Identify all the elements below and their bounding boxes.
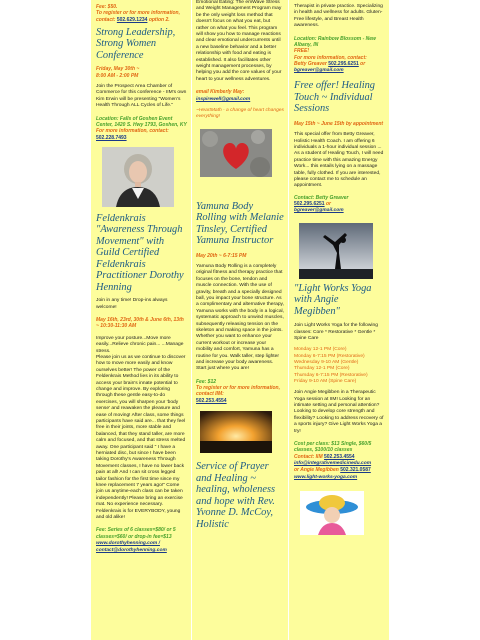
free-offer-desc: This special offer from Betty Greaver, Holistic Health Coach. I am offering 6 individuals a 1-hour individual session ... As a student of Healing Touch, I will need practice time with this amazing Energy Work... this entails lying on a massage table, fully clothed. If you are interested, please contact me to schedule an appointment. [294,132,384,189]
presenter-photo [102,147,174,207]
feld-email-link[interactable]: contact@dorothyhenning.com [96,548,167,554]
feld-fee: Fee: Series of 6 classes=$80/ or 5 classes=$60/ or drop-in fee=$13 [96,527,176,540]
contact2-phone[interactable]: 502.295.6251 [294,201,325,208]
cartoon-woman-image [300,491,364,535]
yoga-site[interactable]: www.light-works-yoga.com [294,474,358,480]
yamuna-date: May 20th ~ 6-7:15 PM [196,252,247,259]
feld-site-link[interactable]: www.dorothyhenning.com / [96,541,160,547]
heading-free-offer: Free offer! Healing Touch ~ Individual Sessions [294,80,375,115]
schedule-item: Thursday 6-7:15 PM (Restorative) [294,372,368,378]
emotional-eating-text: Emotional Eating: The emWave Stress and Weight Management Program may be the only weight loss method that doesn't focus on what you eat, but rather on what you feel. This program will show you how to manage reactions and clear emotional undercurrents until a new baseline behavior and a better relationship with food and eating is established. It also facilitates other weight management processes, by helping you add the core values of your heart to your wellness adventures. [196,0,282,82]
yoga-email[interactable]: info@integrativemedicinedu.com [294,460,372,466]
therapist-intro: Therapist in private practice. Specializing in health and wellness for adults. Gluten-Free lifestyle, and Breast Health awareness. [294,4,383,29]
feld-p2: Please join us as we continue to discover how to move more easily and know ourselves better! The power of the Feldenkrais Method lies in its ability to access your brain's innate potential to change and improve. By exploring through these gentle easy-to-do exercises, you will sharpen your 'body sense' and reawaken the pleasure and ease of moving! After class, some things participants have said are... that they feel free in their joints, more stable and balanced, that they stand taller, are more calm and focused, and that stress melted away. One participant said " I have a herniated disc, but since I have been taking Dorothy's Awareness Through Movement classes, I have no lower back pain at all! And I can sit cross legged tailor fashion for the first time since my knee replacement 7 years ago!" Come join us anytime-each class can be taken independently! Please bring an exercise mat. No experience necessary. Feldenkrais is for EVERYBODY, young and old alike! [96,354,186,521]
newsletter-page [91,0,389,640]
heart-stone-icon [200,129,272,177]
heading-yoga: "Light Works Yoga with Angie Megibben" [294,282,372,317]
yoga-phone2[interactable]: 502.321.0587 [340,467,371,474]
woman-portrait-image [102,147,174,207]
contact-email[interactable]: bgreaver@gmail.com [294,68,344,74]
yamuna-register: To register or for more information, contact IIM: [196,385,280,398]
conf-phone[interactable]: 502.228.7493 [96,134,127,141]
heading-feldenkrais: Feldenkrais "Awareness Through Movement" with Guild Certified Feldenkrais Practitioner Dorothy Henning [96,212,184,293]
contact2-email[interactable]: bgreaver@gmail.com [294,208,344,214]
sunset-icon [200,411,272,453]
schedule-item: Monday 6-7:15 PM (Restorative) [294,353,365,359]
heartmath-tagline: ~HeartMath - a change of heart changes everything! [196,107,284,120]
yamuna-phone[interactable]: 502.253.4554 [196,397,227,404]
free-offer-dates: May 15th ~ June 15th by appointment [294,120,384,127]
conf-desc: Join the Prospect Area Chamber of Commerce for this conference - IIM's own Kim Erwin will be presenting "Women's Health Through ALL Cycles of Life." [96,83,187,109]
right-column: Therapist in private practice. Specializing in health and wellness for adults. Gluten-Free lifestyle, and Breast Health awareness. Location: Rainbow Blossom - New Albany, IN FREE! For more information, contact: Betty Greaver 502.295.6251 or bgreaver@gmail.com Free offer! Healing Touch ~ Individual Sessions May 15th ~ June 15th by appointment This special offer from Betty Greaver, Holistic Health Coach. I am offering 6 individuals a 1-hour individual session ... As a student of Healing Touch, I will need practice time with this amazing Energy Work... this entails lying on a massage table, fully clothed. If you are interested, please contact me to schedule an appointment. Contact: Betty Greaver 502.295.6251 or bgreaver@gmail.com "Light Works Yoga with Angie Megibben" Join Light Works Yoga for the following classes: Core * Restorative * Gentle * Spine Care Monday 12-1 PM (Core) Monday 6-7:15 PM (Restorative) Wednesday 9-10 AM (Gentle) Thursday 12-1 PM (Core) Thursday 6-7:15 PM (Restorative) Friday 9-10 AM (Spine Care) Join Angie Megibben in a Therapeutic Yoga session at IIM! Looking for an intimate setting and personal attention? Looking to develop core strength and flexibility? Looking to address recovery of a sports injury? Give Light Works Yoga a try! Cost per class: $13 Single, $60/5 classes, $100/10 classes Contact: IIM 502.253.4554 info@integrativemedicinedu.com or Angie Megibben 502.321.0587 www.light-works-yoga.com [289,0,389,640]
sunset-image [200,411,272,453]
fee-top: Fee: $50. [96,4,118,10]
feld-dates: May 16th, 23rd, 30th & June 6th, 13th ~ 10:30-11:30 AM [96,317,184,330]
location-rainbow: Location: Rainbow Blossom - New Albany, IN [294,35,376,48]
yoga-schedule [294,347,385,385]
yamuna-fee: Fee: $12 [196,378,217,385]
schedule-item: Monday 12-1 PM (Core) [294,347,347,353]
free-label: FREE! [294,48,309,55]
more-info-label: For more information, contact: [294,54,367,61]
yoga-pose-icon [299,223,373,279]
email-link[interactable]: inspirewell@gmail.com [196,96,251,102]
conf-date: Friday, May 30th ~ [96,66,140,73]
schedule-item: Wednesday 9-10 AM (Gentle) [294,360,359,366]
contact-line: Betty Greaver 502.295.6251 or [294,60,366,67]
conf-info: For more information, contact: [96,128,169,135]
schedule-item: Thursday 12-1 PM (Core) [294,366,350,372]
heart-stone-image [200,129,272,177]
feld-p1: Improve your posture...Move more easily...Relieve chronic pain... ...Manage stress. [96,335,184,354]
yoga-phone[interactable]: 502.253.4554 [324,453,355,460]
sunhat-woman-icon [300,491,364,535]
yamuna-desc: Yamuna Body Rolling is a completely original fitness and therapy practice that focuses on the bone, tendon and muscle connection. With the use of gravity, breath and a specially designed ball, you impact your bone structure. As a complimentary and alternative therapy, Yamuna works with the body in a logical, systematic approach to unwind muscles, subsequently releasing tension on the skeleton and making space in the joints. Whether you want to enhance your current workout or increase your mobility and comfort, Yamuna has a routine for you. Walk taller, step lighter and increase your body awareness. Start just where you are! [196,263,284,372]
register-top: To register or for more information, contact: 502.629.1234 option 2. [96,10,180,23]
yoga-desc: Join Angie Megibben in a Therapeutic Yoga session at IIM! Looking for an intimate setting and personal attention? Looking to develop core strength and flexibility? Looking to address recovery of a sports injury? Give Light Works Yoga a try! [294,390,384,434]
conf-time: 8:00 AM - 2:00 PM [96,72,139,79]
schedule-item: Friday 9-10 AM (Spine Care) [294,378,357,384]
contact-phone[interactable]: 502.295.6251 [328,60,359,67]
register-top-phone[interactable]: 502.629.1234 [116,16,148,23]
yoga-intro: Join Light Works Yoga for the following classes: Core * Restorative * Gentle * Spine Care [294,323,378,342]
yoga-cost: Cost per class: $13 Single, $60/5 classes, $100/10 classes [294,441,372,454]
conf-location: Location: Falls of Goshen Event Center, 1420 S. Hwy 1793, Goshen, KY [96,115,187,128]
left-column [91,0,191,640]
yoga-silhouette-image [299,223,373,279]
heading-prayer: Service of Prayer and Healing ~ healing, wholeness and hope with Rev. Yvonne D. McCoy, Holistic [196,461,276,530]
feld-welcome: Join in any time! Drop-ins always welcome! [96,298,168,310]
heading-yamuna: Yamuna Body Rolling with Melanie Tinsley, Certified Yamuna Instructor [196,200,284,247]
middle-column [192,0,288,640]
heading-conference: Strong Leadership, Strong Women Conference [96,26,176,61]
email-label: email Kimberly May: [196,89,245,96]
contact2-label: Contact: Betty Greaver [294,194,349,201]
